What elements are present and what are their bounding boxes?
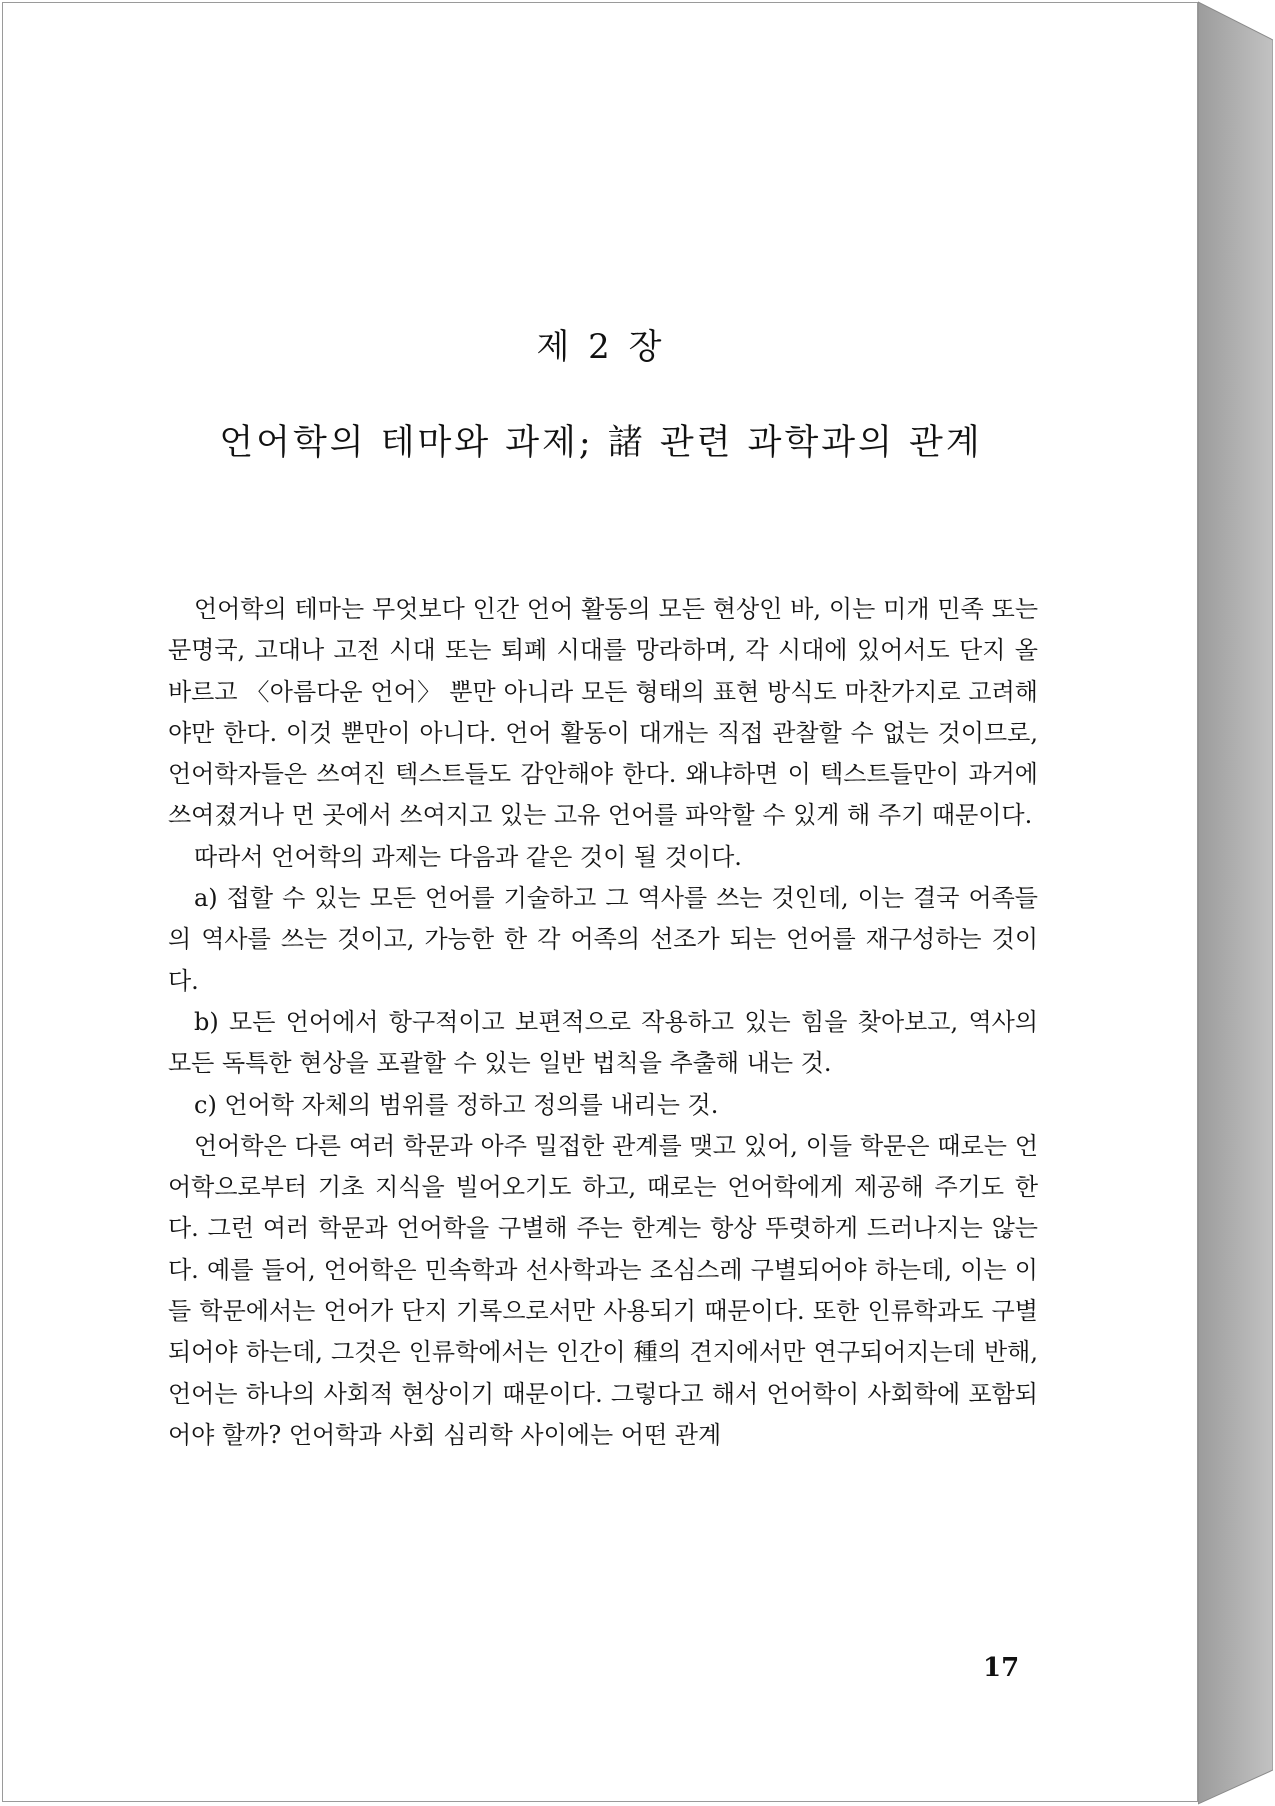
chapter-title: 언어학의 테마와 과제; 諸 관련 과학과의 관계 [219,423,983,463]
paragraph-task-a: a) 접할 수 있는 모든 언어를 기술하고 그 역사를 쓰는 것인데, 이는 결국 어족들의 역사를 쓰는 것이고, 가능한 한 각 어족의 선조가 되는 언어를 재구성하는 것이다. [168,884,1038,995]
chapter-heading: 제 2 장 [536,327,666,367]
paragraph-relations: 언어학은 다른 여러 학문과 아주 밀접한 관계를 맺고 있어, 이들 학문은 때로는 언어학으로부터 기초 지식을 빌어오기도 하고, 때로는 언어학에게 제공해 주기도 한다. 그런 여러 학문과 언어학을 구별해 주는 한계는 항상 뚜렷하게 드러나지는 않는다. 예를 들어, 언어학은 민속학과 선사학과는 조심스레 구별되어야 하는데, 이는 이들 학문에서는 언어가 단지 기록으로서만 사용되기 때문이다. 또한 인류학과도 구별되어야 하는데, 그것은 인류학에서는 인간이 種의 견지에서만 연구되어지는데 반해, 언어는 하나의 사회적 현상이기 때문이다. 그렇다고 해서 언어학이 사회학에 포함되어야 할까? 언어학과 사회 심리학 사이에는 어떤 관계 [168,1131,1038,1449]
paragraph-task-b: b) 모든 언어에서 항구적이고 보편적으로 작용하고 있는 힘을 찾아보고, 역사의 모든 독특한 현상을 포괄할 수 있는 일반 법칙을 추출해 내는 것. [168,1007,1038,1078]
body-text [168,589,1038,1456]
page-edge-shadow [1198,0,1273,1806]
paragraph-task-c: c) 언어학 자체의 범위를 정하고 정의를 내리는 것. [194,1090,719,1119]
page-number: 17 [983,1653,1020,1683]
paragraph-intro: 언어학의 테마는 무엇보다 인간 언어 활동의 모든 현상인 바, 이는 미개 민족 또는 문명국, 고대나 고전 시대 또는 퇴폐 시대를 망라하며, 각 시대에 있어서도 단지 올바르고 〈아름다운 언어〉 뿐만 아니라 모든 형태의 표현 방식도 마찬가지로 고려해야만 한다. 이것 뿐만이 아니다. 언어 활동이 대개는 직접 관찰할 수 없는 것이므로, 언어학자들은 쓰여진 텍스트들도 감안해야 한다. 왜냐하면 이 텍스트들만이 과거에 쓰여졌거나 먼 곳에서 쓰여지고 있는 고유 언어를 파악할 수 있게 해 주기 때문이다. [168,595,1038,830]
paragraph-tasks-lead: 따라서 언어학의 과제는 다음과 같은 것이 될 것이다. [194,842,742,871]
book-page [2,2,1198,1802]
